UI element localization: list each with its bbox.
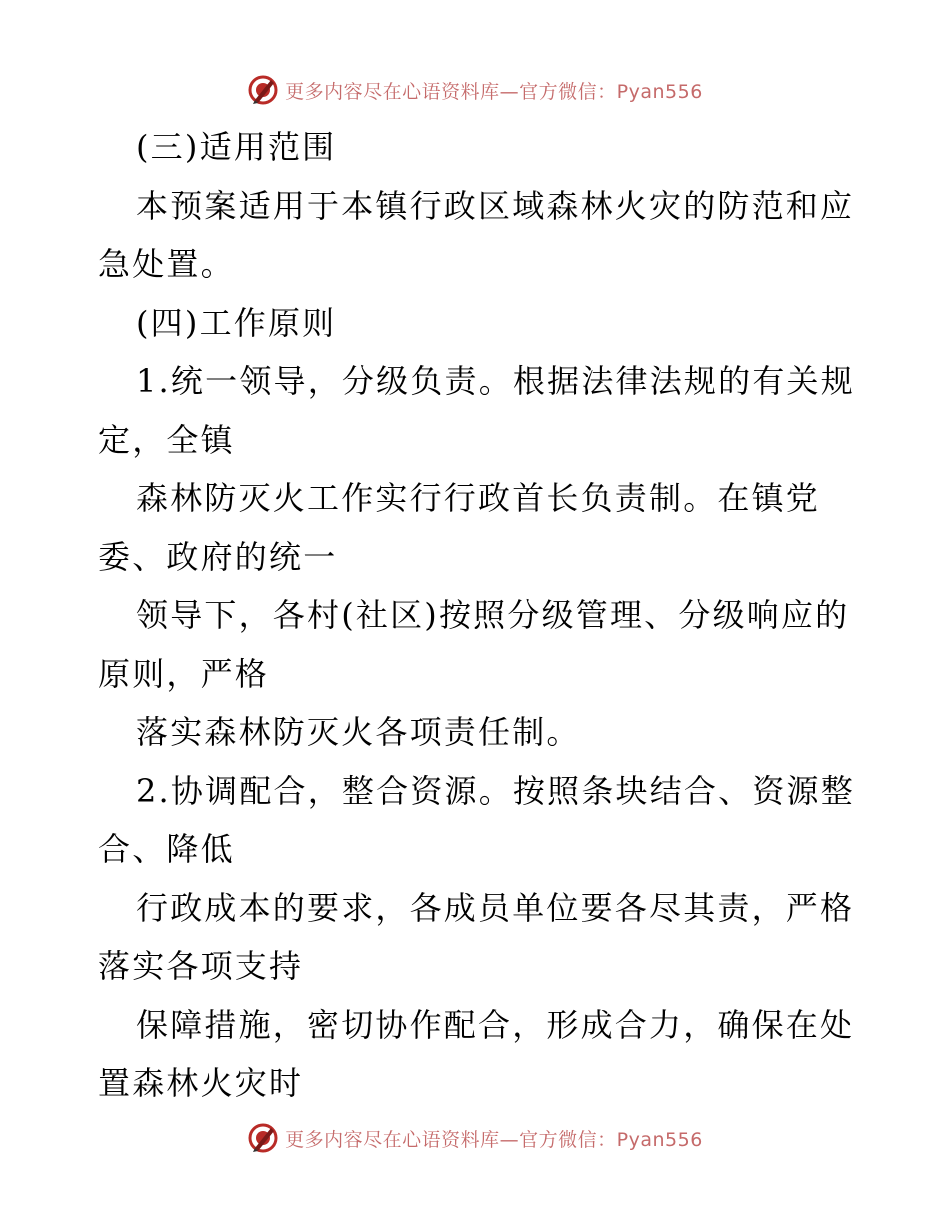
paragraph-line: 落实森林防灭火各项责任制。 [136, 713, 581, 751]
pen-logo-icon [247, 74, 279, 106]
paragraph-line: 委、政府的统一 [98, 537, 338, 576]
document-body [98, 118, 858, 1113]
paragraph-line: 合、降低 [98, 830, 235, 868]
header-watermark-text: 更多内容尽在心语资料库—官方微信：Pyan556 [285, 80, 703, 103]
paragraph-line: 2.协调配合，整合资源。按照条块结合、资源整 [136, 771, 855, 810]
paragraph-line: 急处置。 [98, 245, 235, 283]
paragraph-line: 落实各项支持 [98, 947, 304, 985]
section-heading-scope: (三)适用范围 [136, 128, 337, 166]
section-heading-principles: (四)工作原则 [136, 303, 337, 342]
header-watermark [0, 70, 950, 110]
paragraph-line: 森林防灭火工作实行行政首长负责制。在镇党 [136, 479, 821, 517]
paragraph-line: 本预案适用于本镇行政区域森林火灾的防范和应 [136, 186, 855, 225]
footer-watermark [0, 1118, 950, 1158]
footer-watermark-text: 更多内容尽在心语资料库—官方微信：Pyan556 [285, 1128, 703, 1151]
paragraph-line: 保障措施，密切协作配合，形成合力，确保在处 [136, 1005, 855, 1044]
paragraph-line: 定，全镇 [98, 420, 235, 459]
paragraph-line: 行政成本的要求，各成员单位要各尽其责，严格 [136, 888, 855, 927]
paragraph-line: 领导下，各村(社区)按照分级管理、分级响应的 [136, 596, 850, 634]
paragraph-line: 1.统一领导，分级负责。根据法律法规的有关规 [136, 362, 855, 400]
paragraph-line: 置森林火灾时 [98, 1064, 304, 1102]
pen-logo-icon [247, 1122, 279, 1154]
paragraph-line: 原则，严格 [98, 654, 270, 693]
